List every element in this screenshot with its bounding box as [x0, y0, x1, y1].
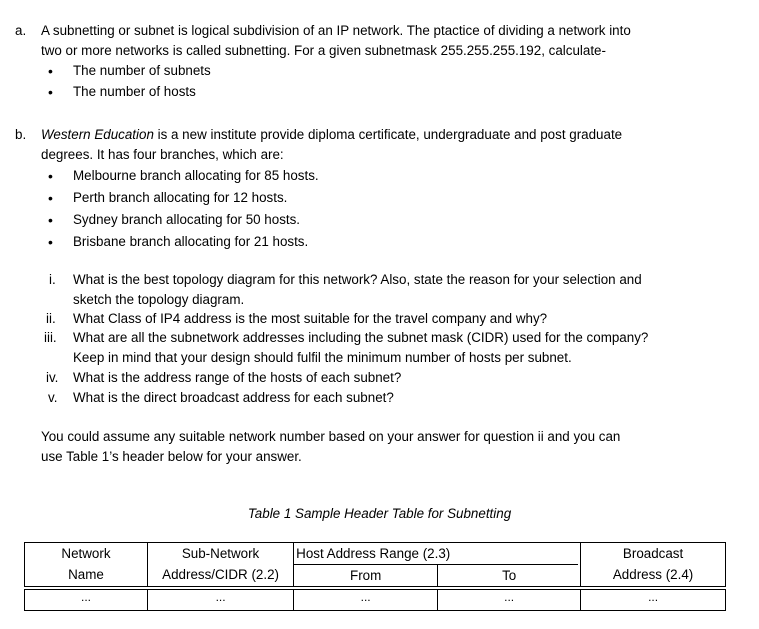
question-v-line-1: What is the direct broadcast address for each subnet?	[73, 390, 394, 405]
question-v-marker: v.	[48, 390, 58, 405]
placeholder-cell: ...	[294, 590, 438, 611]
from-header: From	[350, 568, 382, 583]
subnet-address-header: Sub-Network Address/CIDR (2.2)	[147, 543, 293, 587]
question-ii-line-1: What Class of IP4 address is the most suitable for the travel company and why?	[73, 311, 548, 326]
question-i-line-2: sketch the topology diagram.	[73, 292, 245, 307]
bullet-dot: •	[48, 234, 53, 250]
question-ii-marker: ii.	[46, 311, 56, 326]
section-b-line-1-rest: is a new institute provide diploma certificate, undergraduate and post graduate	[153, 127, 623, 142]
question-iii-marker: iii.	[44, 330, 57, 345]
section-a-bullet-2: The number of hosts	[73, 84, 196, 99]
section-a-line-1: A subnetting or subnet is logical subdivision of an IP network. The ptactice of dividing a network into	[41, 23, 631, 38]
branch-brisbane: Brisbane branch allocating for 21 hosts.	[73, 234, 309, 249]
bullet-dot: •	[48, 190, 53, 206]
table-caption: Table 1 Sample Header Table for Subnetting	[247, 506, 512, 521]
section-b-line-2: degrees. It has four branches, which are:	[41, 147, 284, 162]
host-range-label: Host Address Range (2.3)	[294, 543, 578, 565]
branch-melbourne: Melbourne branch allocating for 85 hosts.	[73, 168, 319, 183]
broadcast-header: Broadcast Address (2.4)	[581, 543, 726, 587]
placeholder-cell: ...	[581, 590, 726, 611]
subnetting-header-table	[24, 542, 726, 611]
note-line-2: use Table 1’s header below for your answer.	[41, 449, 302, 464]
to-header: To	[437, 565, 580, 586]
bullet-dot: •	[48, 212, 53, 228]
question-i-line-1: What is the best topology diagram for this network? Also, state the reason for your selection and	[73, 272, 642, 287]
section-a-line-2: two or more networks is called subnetting. For a given subnetmask 255.255.255.192, calculate-	[41, 43, 606, 58]
host-range-header	[294, 543, 581, 587]
question-iii-line-1: What are all the subnetwork addresses including the subnet mask (CIDR) used for the company?	[73, 330, 649, 345]
institute-name: Western Education	[41, 127, 154, 142]
placeholder-cell: ...	[147, 590, 293, 611]
section-a-marker: a.	[15, 23, 27, 38]
placeholder-cell: ...	[25, 590, 148, 611]
note-line-1: You could assume any suitable network number based on your answer for question ii and you can	[41, 429, 621, 444]
question-iv-line-1: What is the address range of the hosts of each subnet?	[73, 370, 402, 385]
question-i-marker: i.	[49, 272, 56, 287]
placeholder-cell: ...	[438, 590, 581, 611]
section-b-marker: b.	[15, 127, 27, 142]
branch-sydney: Sydney branch allocating for 50 hosts.	[73, 212, 301, 227]
bullet-dot: •	[48, 84, 53, 100]
question-iii-line-2: Keep in mind that your design should fulfil the minimum number of hosts per subnet.	[73, 350, 572, 365]
section-a-bullet-1: The number of subnets	[73, 63, 211, 78]
network-name-header: Network Name	[25, 543, 148, 587]
question-iv-marker: iv.	[46, 370, 59, 385]
section-b-line-1	[41, 126, 622, 144]
bullet-dot: •	[48, 63, 53, 79]
bullet-dot: •	[48, 168, 53, 184]
branch-perth: Perth branch allocating for 12 hosts.	[73, 190, 288, 205]
